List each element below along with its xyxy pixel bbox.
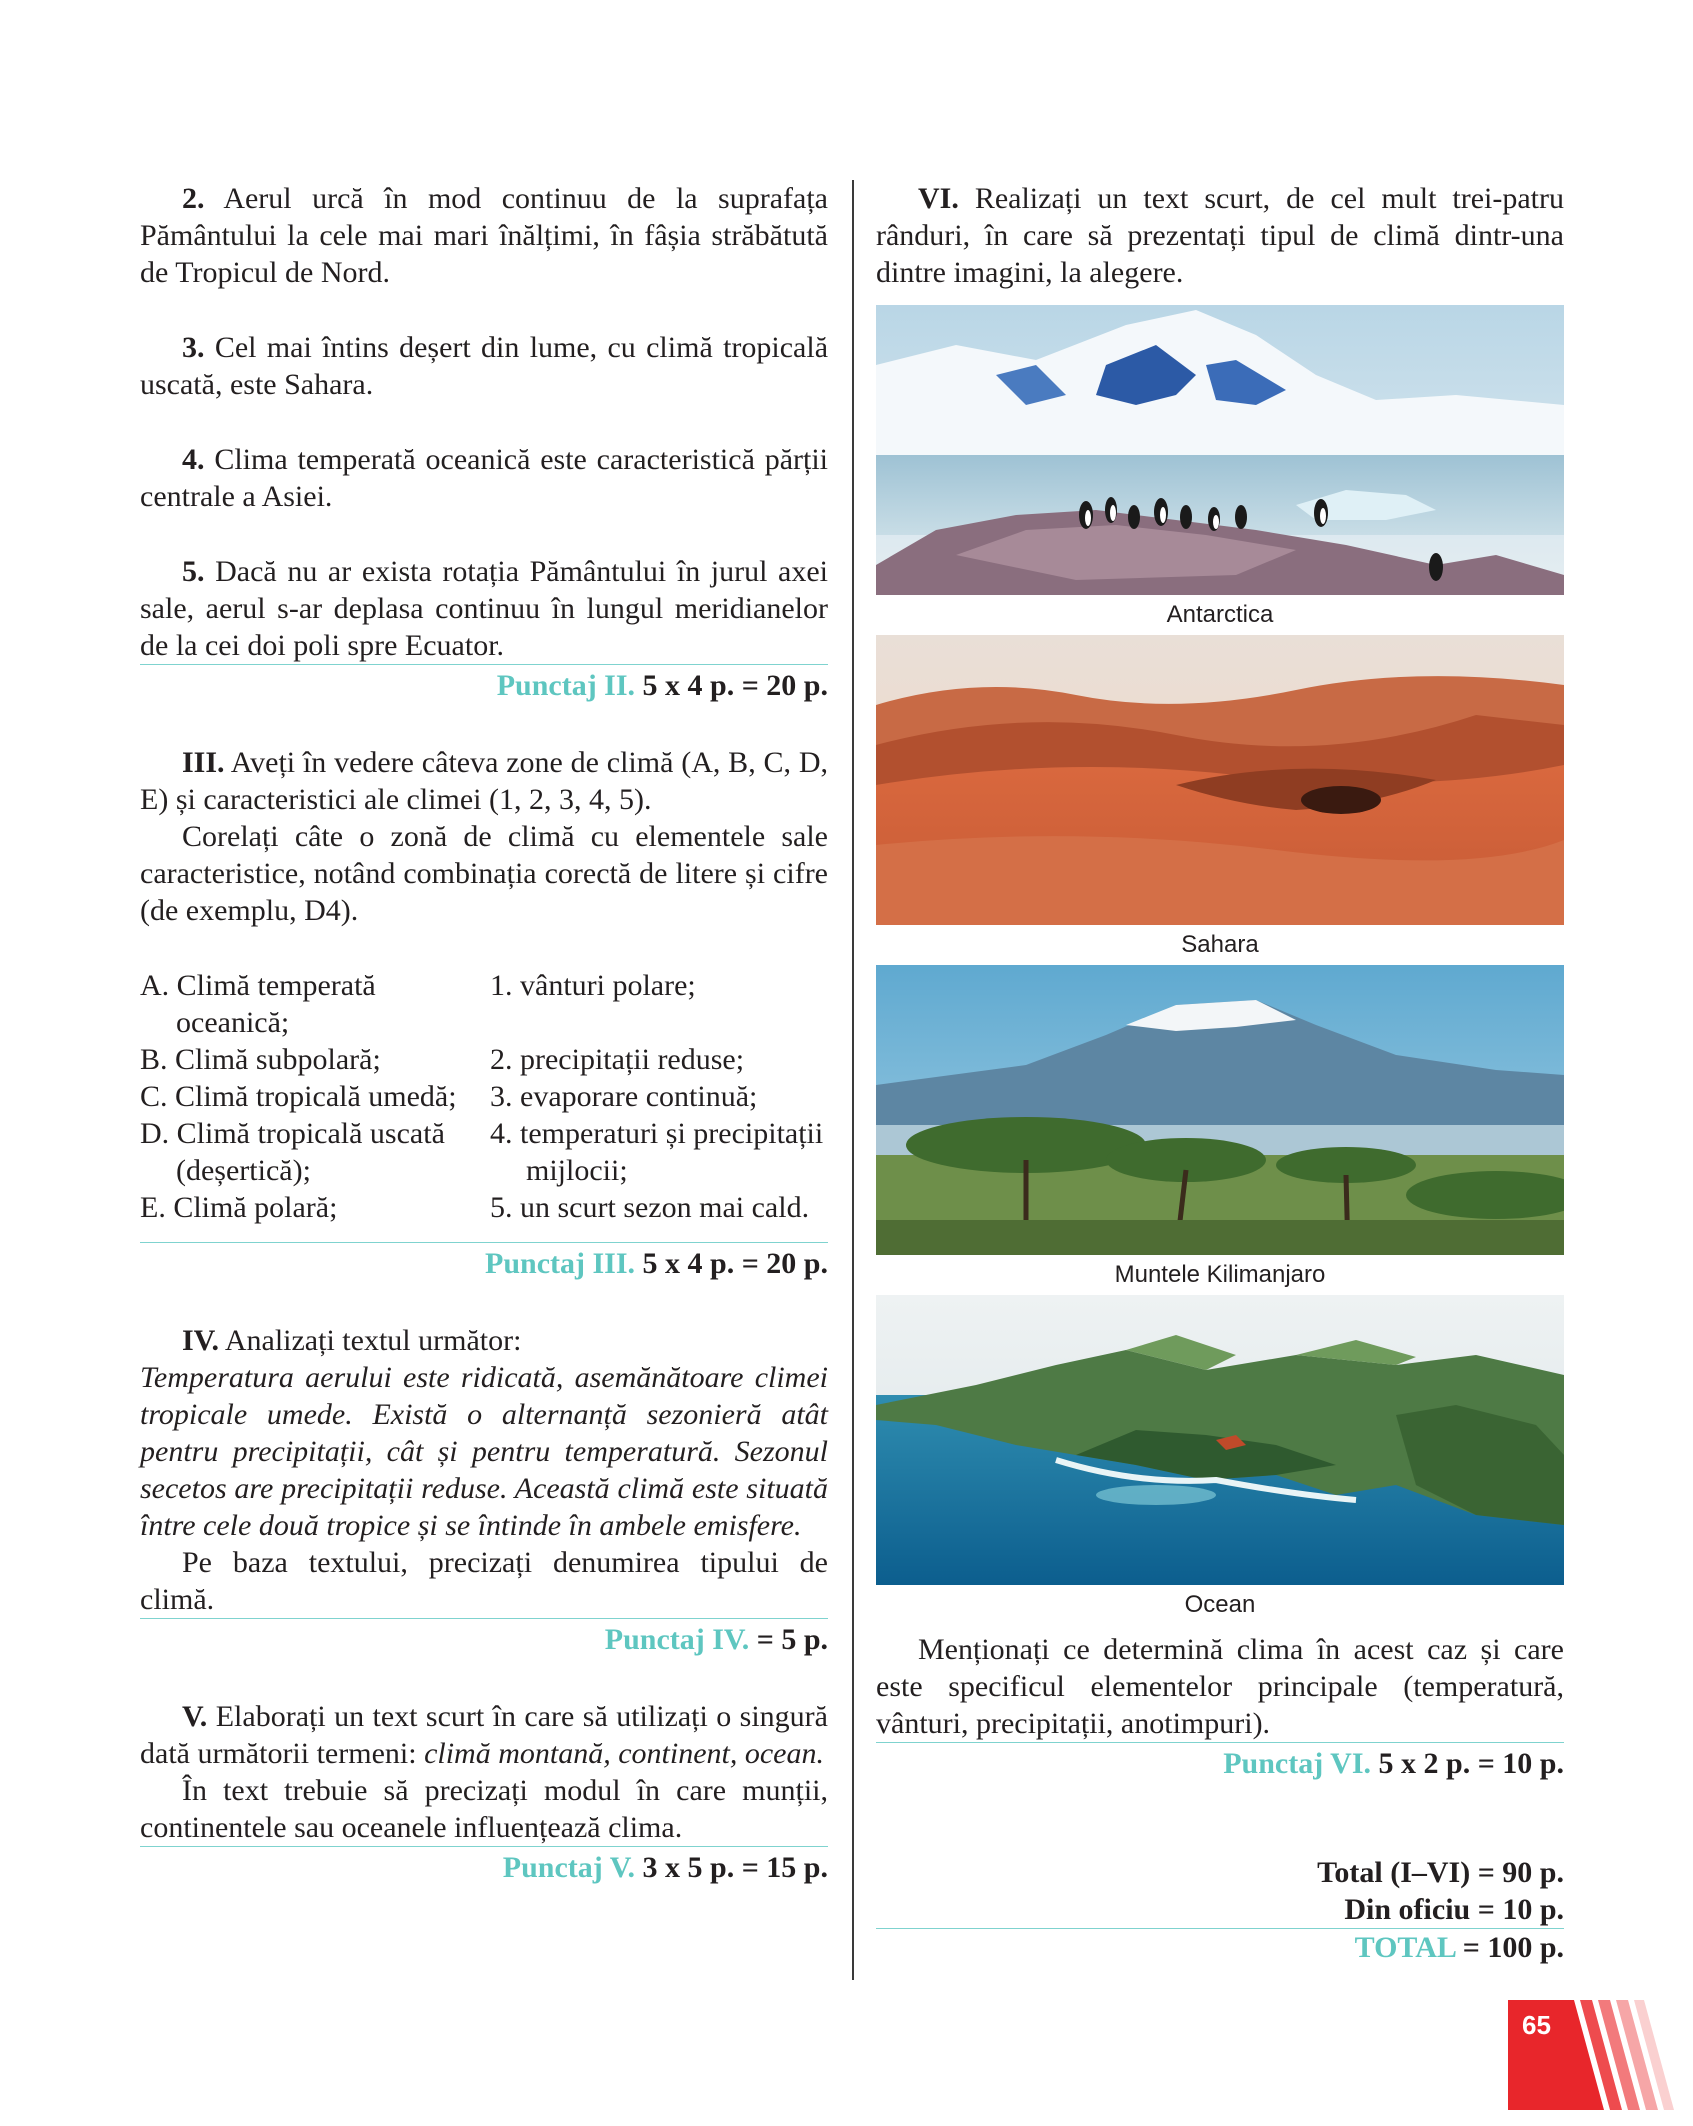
exercise-number: IV. bbox=[182, 1324, 219, 1357]
exercise-text: Analizați textul următor: bbox=[224, 1324, 522, 1357]
feature-item: 2. precipitații reduse; bbox=[490, 1043, 745, 1076]
question-2 bbox=[140, 180, 828, 291]
exercise-6 bbox=[876, 180, 1564, 291]
score-label: Punctaj IV. bbox=[604, 1623, 750, 1656]
right-column bbox=[876, 180, 1564, 1966]
score-value: = 5 p. bbox=[756, 1623, 828, 1656]
zone-item: B. Climă subpolară; bbox=[140, 1043, 381, 1076]
feature-item: 4. temperaturi și precipitații mijlocii; bbox=[490, 1117, 824, 1187]
question-number: 3. bbox=[182, 331, 205, 364]
total-value: = 100 p. bbox=[1462, 1931, 1564, 1964]
photo-kilimanjaro bbox=[876, 965, 1564, 1255]
photo-caption: Ocean bbox=[1184, 1591, 1256, 1618]
score-label: Punctaj II. bbox=[496, 669, 636, 702]
left-column bbox=[140, 180, 828, 1886]
exercise-terms: climă montană, continent, ocean. bbox=[424, 1737, 824, 1770]
score-value: 5 x 4 p. = 20 p. bbox=[642, 669, 828, 702]
exercise-instruction: Pe baza textului, precizați denumirea tipului de climă. bbox=[140, 1546, 828, 1616]
total-label: TOTAL bbox=[1354, 1931, 1456, 1964]
exercise-text: Realizați un text scurt, de cel mult trei-patru rânduri, în care să prezentați tipul de climă dintr-una dintre imagini, la alegere. bbox=[876, 182, 1564, 289]
photo-caption: Muntele Kilimanjaro bbox=[1114, 1261, 1326, 1288]
zone-item: A. Climă temperată oceanică; bbox=[140, 969, 376, 1039]
question-text: Dacă nu ar exista rotația Pământului în jurul axei sale, aerul s-ar deplasa continuu în lungul meridianelor de la cei doi poli spre Ecuator. bbox=[140, 555, 829, 662]
exercise-passage: Temperatura aerului este ridicată, asemănătoare climei tropicale umede. Există o alternanță sezonieră atât pentru precipitații, cât și pentru temperatură. Sezonul secetos are precipitații reduse. Această climă este situată între cele două tropice și se întinde în ambele emisfere. bbox=[140, 1361, 828, 1542]
question-3 bbox=[140, 329, 828, 403]
score-line-iii bbox=[140, 1242, 828, 1282]
exercise-instruction: În text trebuie să precizați modul în care munții, continentele sau oceanele influențează clima. bbox=[140, 1774, 828, 1844]
feature-item: 1. vânturi polare; bbox=[490, 969, 696, 1002]
score-line-iv bbox=[140, 1618, 828, 1658]
question-text: Aerul urcă în mod continuu de la suprafața Pământului la cele mai mari înălțimi, în fâșia străbătută de Tropicul de Nord. bbox=[140, 182, 828, 289]
exercise-5 bbox=[140, 1698, 828, 1772]
page-number: 65 bbox=[1522, 2010, 1551, 2040]
zone-item: D. Climă tropicală uscată (deșertică); bbox=[140, 1117, 445, 1187]
zone-item: C. Climă tropicală umedă; bbox=[140, 1080, 457, 1113]
score-label: Punctaj VI. bbox=[1223, 1747, 1372, 1780]
column-divider bbox=[852, 180, 854, 1980]
score-line-ii bbox=[140, 664, 828, 704]
question-number: 5. bbox=[182, 555, 205, 588]
total-din-oficiu: Din oficiu = 10 p. bbox=[1344, 1893, 1564, 1926]
question-number: 2. bbox=[182, 182, 205, 215]
photo-ocean bbox=[876, 1295, 1564, 1585]
exercise-3 bbox=[140, 744, 828, 818]
feature-item: 3. evaporare continuă; bbox=[490, 1080, 758, 1113]
exercise-number: VI. bbox=[918, 182, 959, 215]
question-text: Clima temperată oceanică este caracteristică părții centrale a Asiei. bbox=[140, 443, 829, 513]
exercise-instruction: Menționați ce determină clima în acest caz și care este specificul elementelor principale (temperatură, vânturi, precipitații, anotimpuri). bbox=[876, 1633, 1564, 1740]
exercise-text: Aveți în vedere câteva zone de climă (A, B, C, D, E) și caracteristici ale climei (1, 2, 3, 4, 5). bbox=[140, 746, 828, 816]
score-value: 3 x 5 p. = 15 p. bbox=[642, 1851, 828, 1884]
total-exercises: Total (I–VI) = 90 p. bbox=[1317, 1856, 1564, 1889]
score-value: 5 x 4 p. = 20 p. bbox=[642, 1247, 828, 1280]
exercise-number: III. bbox=[182, 746, 225, 779]
exercise-text: Elaborați un text scurt în care să utilizați o singură dată următorii termeni: bbox=[140, 1700, 828, 1770]
question-number: 4. bbox=[182, 443, 205, 476]
zone-item: E. Climă polară; bbox=[140, 1191, 338, 1224]
score-line-vi bbox=[876, 1742, 1564, 1782]
feature-item: 5. un scurt sezon mai cald. bbox=[490, 1191, 810, 1224]
question-5 bbox=[140, 553, 828, 664]
page-number-badge bbox=[1508, 2000, 1678, 2110]
exercise-number: V. bbox=[182, 1700, 208, 1733]
score-label: Punctaj V. bbox=[502, 1851, 636, 1884]
exercise-instruction: Corelați câte o zonă de climă cu elementele sale caracteristice, notând combinația corectă de litere și cifre (de exemplu, D4). bbox=[140, 820, 828, 927]
exercise-4 bbox=[140, 1322, 828, 1359]
total-final bbox=[876, 1928, 1564, 1966]
photo-caption: Antarctica bbox=[1166, 601, 1274, 628]
matching-table bbox=[140, 967, 828, 1226]
score-value: 5 x 2 p. = 10 p. bbox=[1378, 1747, 1564, 1780]
photo-antarctica bbox=[876, 305, 1564, 595]
photo-caption: Sahara bbox=[1181, 931, 1259, 958]
score-label: Punctaj III. bbox=[485, 1247, 636, 1280]
photo-sahara bbox=[876, 635, 1564, 925]
score-line-v bbox=[140, 1846, 828, 1886]
question-text: Cel mai întins deșert din lume, cu climă tropicală uscată, este Sahara. bbox=[140, 331, 829, 401]
question-4 bbox=[140, 441, 828, 515]
